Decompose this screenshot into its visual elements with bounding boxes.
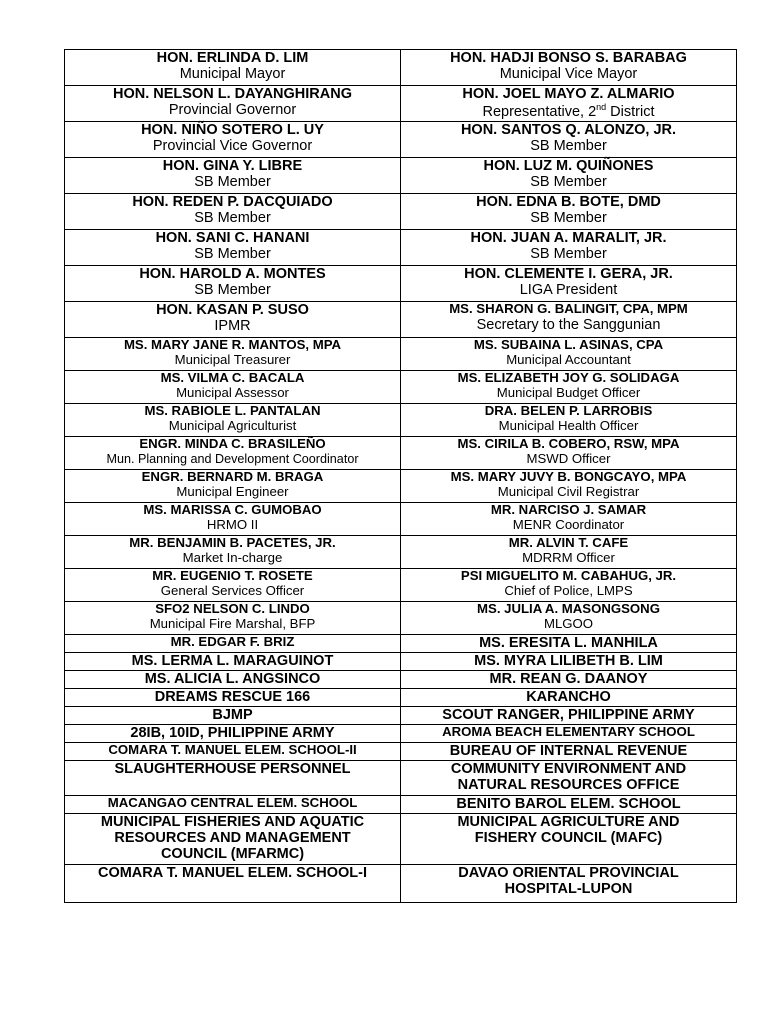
official-name: MS. MARY JUVY B. BONGCAYO, MPA	[450, 469, 687, 484]
table-row	[65, 371, 737, 404]
table-row	[65, 266, 737, 302]
table-cell	[65, 569, 401, 602]
official-position: SB Member	[194, 210, 271, 227]
officials-table	[64, 49, 737, 903]
official-name: HON. KASAN P. SUSO	[156, 302, 309, 318]
entry-name: SCOUT RANGER, PHILIPPINE ARMY	[442, 707, 695, 723]
table-cell	[65, 796, 401, 814]
official-position: Municipal Engineer	[176, 483, 289, 499]
table-row	[65, 689, 737, 707]
official-position: Secretary to the Sanggunian	[476, 316, 661, 333]
official-name: HON. JUAN A. MARALIT, JR.	[470, 230, 667, 246]
table-row	[65, 404, 737, 437]
entry-name: MS. ERESITA L. MANHILA	[479, 635, 658, 651]
entry-name: MUNICIPAL FISHERIES AND AQUATIC RESOURCES AND MANAGEMENT COUNCIL (MFARMC)	[100, 814, 365, 863]
table-cell	[65, 404, 401, 437]
official-name: HON. SANI C. HANANI	[155, 230, 310, 246]
table-cell	[65, 158, 401, 194]
table-cell	[401, 86, 737, 122]
table-cell	[401, 865, 737, 903]
table-cell	[65, 338, 401, 371]
official-position: MLGOO	[543, 615, 594, 631]
entry-name: MACANGAO CENTRAL ELEM. SCHOOL	[107, 795, 358, 810]
official-position: HRMO II	[206, 516, 259, 532]
table-cell	[65, 725, 401, 743]
table-cell	[65, 503, 401, 536]
table-row	[65, 158, 737, 194]
entry-name: BUREAU OF INTERNAL REVENUE	[449, 743, 688, 759]
table-cell	[401, 602, 737, 635]
official-name: PSI MIGUELITO M. CABAHUG, JR.	[460, 568, 677, 583]
table-cell	[65, 761, 401, 796]
entry-name: MR. EDGAR F. BRIZ	[170, 634, 295, 649]
official-name: HON. NIÑO SOTERO L. UY	[141, 122, 324, 138]
official-position: Municipal Vice Mayor	[499, 66, 638, 83]
entry-name: COMARA T. MANUEL ELEM. SCHOOL-I	[97, 865, 368, 881]
table-cell	[401, 503, 737, 536]
official-name: ENGR. MINDA C. BRASILEÑO	[139, 436, 326, 451]
official-position: SB Member	[530, 246, 607, 263]
table-cell	[65, 865, 401, 903]
table-cell	[65, 689, 401, 707]
official-name: MS. SHARON G. BALINGIT, CPA, MPM	[449, 301, 688, 316]
table-cell	[65, 86, 401, 122]
table-cell	[401, 404, 737, 437]
entry-name: SLAUGHTERHOUSE PERSONNEL	[114, 761, 351, 777]
entry-name: AROMA BEACH ELEMENTARY SCHOOL	[442, 724, 695, 739]
official-position: LIGA President	[519, 282, 618, 299]
official-position: Provincial Governor	[168, 102, 297, 119]
table-cell	[401, 653, 737, 671]
table-row	[65, 503, 737, 536]
official-name: HON. REDEN P. DACQUIADO	[132, 194, 333, 210]
official-position: IPMR	[214, 318, 251, 335]
table-cell	[401, 671, 737, 689]
table-cell	[401, 50, 737, 86]
official-name: MS. MARY JANE R. MANTOS, MPA	[123, 337, 342, 352]
table-cell	[401, 536, 737, 569]
official-position: Mun. Planning and Development Coordinator	[106, 451, 359, 466]
table-row	[65, 50, 737, 86]
table-cell	[401, 371, 737, 404]
table-row	[65, 602, 737, 635]
entry-name: MR. REAN G. DAANOY	[489, 671, 648, 687]
table-row	[65, 569, 737, 602]
entry-name: KARANCHO	[526, 689, 611, 705]
official-position: Chief of Police, LMPS	[504, 582, 633, 598]
official-position: Municipal Assessor	[176, 384, 289, 400]
table-row	[65, 122, 737, 158]
table-cell	[65, 707, 401, 725]
entry-name: DAVAO ORIENTAL PROVINCIAL HOSPITAL-LUPON	[458, 865, 679, 898]
official-position: Municipal Accountant	[506, 351, 631, 367]
table-cell	[401, 266, 737, 302]
table-cell	[65, 653, 401, 671]
table-cell	[401, 122, 737, 158]
official-name: MS. ELIZABETH JOY G. SOLIDAGA	[457, 370, 680, 385]
table-cell	[401, 635, 737, 653]
official-name: ENGR. BERNARD M. BRAGA	[141, 469, 324, 484]
table-cell	[401, 814, 737, 865]
table-cell	[65, 302, 401, 338]
table-cell	[401, 689, 737, 707]
official-name: HON. LUZ M. QUIÑONES	[483, 158, 654, 174]
table-cell	[401, 796, 737, 814]
official-name: HON. EDNA B. BOTE, DMD	[476, 194, 661, 210]
official-name: MS. CIRILA B. COBERO, RSW, MPA	[457, 436, 680, 451]
entry-name: COMARA T. MANUEL ELEM. SCHOOL-II	[108, 742, 357, 757]
table-cell	[401, 158, 737, 194]
official-position: SB Member	[530, 174, 607, 191]
official-name: HON. ERLINDA D. LIM	[156, 50, 309, 66]
official-position: Municipal Budget Officer	[496, 384, 641, 400]
official-position: MDRRM Officer	[522, 549, 615, 565]
entry-name: MUNICIPAL AGRICULTURE AND FISHERY COUNCIL (MAFC)	[457, 814, 680, 847]
table-row	[65, 194, 737, 230]
official-name: SFO2 NELSON C. LINDO	[155, 601, 310, 616]
entry-name: DREAMS RESCUE 166	[154, 689, 311, 705]
table-row	[65, 796, 737, 814]
table-cell	[65, 743, 401, 761]
official-name: HON. JOEL MAYO Z. ALMARIO	[462, 86, 675, 102]
official-position: MENR Coordinator	[512, 516, 625, 532]
official-position: Municipal Mayor	[179, 66, 286, 83]
official-name: MS. RABIOLE L. PANTALAN	[144, 403, 321, 418]
table-row	[65, 437, 737, 470]
official-position: Market In-charge	[182, 549, 283, 565]
official-position: Provincial Vice Governor	[152, 138, 313, 155]
entry-name: BENITO BAROL ELEM. SCHOOL	[456, 796, 681, 812]
table-row	[65, 865, 737, 903]
table-cell	[65, 536, 401, 569]
table-row	[65, 725, 737, 743]
official-position: MSWD Officer	[526, 450, 611, 466]
table-row	[65, 814, 737, 865]
official-name: HON. GINA Y. LIBRE	[162, 158, 303, 174]
table-cell	[65, 371, 401, 404]
official-name: HON. HADJI BONSO S. BARABAG	[450, 50, 687, 66]
official-position: Municipal Agriculturist	[168, 417, 297, 433]
entry-name: COMMUNITY ENVIRONMENT AND NATURAL RESOURCES OFFICE	[450, 761, 687, 794]
table-row	[65, 743, 737, 761]
table-cell	[65, 122, 401, 158]
table-cell	[401, 743, 737, 761]
official-name: MR. NARCISO J. SAMAR	[490, 502, 647, 517]
official-name: MS. VILMA C. BACALA	[160, 370, 305, 385]
table-row	[65, 761, 737, 796]
entry-name: MS. LERMA L. MARAGUINOT	[131, 653, 334, 669]
official-name: MS. JULIA A. MASONGSONG	[477, 601, 660, 616]
table-cell	[401, 338, 737, 371]
official-name: DRA. BELEN P. LARROBIS	[484, 403, 653, 418]
official-name: HON. NELSON L. DAYANGHIRANG	[112, 86, 352, 102]
official-position: SB Member	[194, 282, 271, 299]
official-position: General Services Officer	[160, 582, 305, 598]
official-name: HON. CLEMENTE I. GERA, JR.	[464, 266, 673, 282]
official-name: HON. HAROLD A. MONTES	[139, 266, 326, 282]
table-cell	[65, 671, 401, 689]
official-name: MR. EUGENIO T. ROSETE	[152, 568, 313, 583]
table-row	[65, 302, 737, 338]
official-position: Municipal Civil Registrar	[497, 483, 640, 499]
table-cell	[65, 635, 401, 653]
table-row	[65, 86, 737, 122]
table-row	[65, 707, 737, 725]
official-position: Municipal Treasurer	[174, 351, 291, 367]
table-row	[65, 230, 737, 266]
table-cell	[401, 230, 737, 266]
table-cell	[65, 602, 401, 635]
table-cell	[65, 50, 401, 86]
table-cell	[401, 725, 737, 743]
table-cell	[401, 194, 737, 230]
entry-name: MS. MYRA LILIBETH B. LIM	[474, 653, 663, 669]
official-name: HON. SANTOS Q. ALONZO, JR.	[460, 122, 677, 138]
official-position: SB Member	[194, 246, 271, 263]
table-row	[65, 653, 737, 671]
table-cell	[401, 761, 737, 796]
table-row	[65, 338, 737, 371]
official-position: SB Member	[530, 138, 607, 155]
table-cell	[65, 437, 401, 470]
table-cell	[401, 437, 737, 470]
official-position: Municipal Fire Marshal, BFP	[149, 615, 316, 631]
table-cell	[65, 470, 401, 503]
table-row	[65, 536, 737, 569]
table-row	[65, 470, 737, 503]
table-cell	[401, 302, 737, 338]
official-position: Municipal Health Officer	[498, 417, 639, 433]
official-name: MS. MARISSA C. GUMOBAO	[143, 502, 322, 517]
entry-name: MS. ALICIA L. ANGSINCO	[144, 671, 321, 687]
entry-name: BJMP	[212, 707, 253, 723]
official-name: MS. SUBAINA L. ASINAS, CPA	[473, 337, 664, 352]
table-cell	[401, 470, 737, 503]
official-name: MR. ALVIN T. CAFE	[508, 535, 629, 550]
official-name: MR. BENJAMIN B. PACETES, JR.	[129, 535, 336, 550]
table-cell	[65, 814, 401, 865]
entry-name: 28IB, 10ID, PHILIPPINE ARMY	[130, 725, 335, 741]
table-cell	[65, 266, 401, 302]
table-cell	[401, 569, 737, 602]
table-cell	[65, 194, 401, 230]
official-position: Representative, 2nd District	[482, 102, 655, 121]
table-row	[65, 635, 737, 653]
official-position: SB Member	[530, 210, 607, 227]
table-cell	[65, 230, 401, 266]
table-cell	[401, 707, 737, 725]
official-position: SB Member	[194, 174, 271, 191]
table-row	[65, 671, 737, 689]
